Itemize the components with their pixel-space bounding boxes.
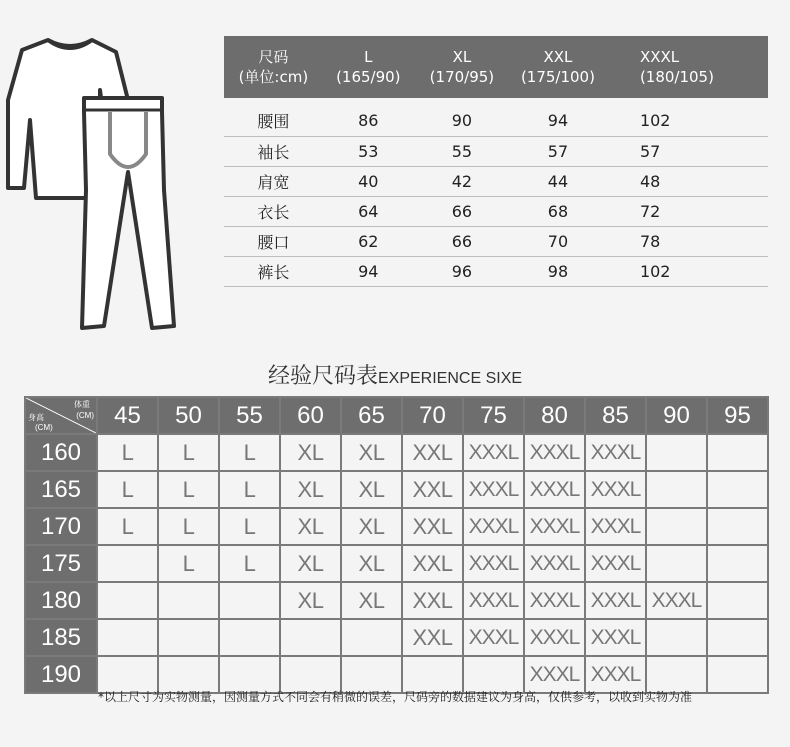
size-cell: L [98, 435, 157, 470]
size-cell [98, 657, 157, 692]
height-row [26, 620, 767, 655]
size-cell: L [98, 509, 157, 544]
weight-header: 75 [464, 398, 523, 433]
header-cell: 尺码 (单位:cm) [224, 36, 323, 98]
size-cell: L [98, 472, 157, 507]
header-cell: XL (170/95) [414, 36, 510, 98]
size-cell: XXXL [586, 472, 645, 507]
measurement-value: 55 [414, 137, 510, 167]
size-cell: L [220, 546, 279, 581]
size-cell: XL [281, 435, 340, 470]
size-cell: XXXL [586, 509, 645, 544]
size-cell [708, 509, 767, 544]
size-cell [647, 546, 706, 581]
size-cell: XXL [403, 620, 462, 655]
size-cell: XL [342, 472, 401, 507]
height-header: 175 [26, 546, 96, 581]
size-cell: XL [342, 546, 401, 581]
size-cell: XXXL [525, 583, 584, 618]
measurement-value: 44 [510, 167, 606, 197]
size-cell [159, 657, 218, 692]
footnote: *以上尺寸为实物测量，因测量方式不同会有稍微的误差，尺码旁的数据建议为身高，仅供参考，以收到实物为准 [97, 690, 692, 704]
size-cell: L [220, 435, 279, 470]
size-cell: XL [281, 546, 340, 581]
size-cell: XXL [403, 435, 462, 470]
measurement-value: 66 [414, 197, 510, 227]
size-cell: L [159, 472, 218, 507]
measurement-label: 肩宽 [224, 167, 323, 197]
size-cell: L [159, 546, 218, 581]
size-cell [708, 657, 767, 692]
measurement-label: 衣长 [224, 197, 323, 227]
size-cell [98, 583, 157, 618]
measurement-label: 袖长 [224, 137, 323, 167]
size-cell [342, 620, 401, 655]
header-cell: XXL (175/100) [510, 36, 606, 98]
height-row [26, 435, 767, 470]
size-cell [281, 657, 340, 692]
weight-header: 80 [525, 398, 584, 433]
size-cell [647, 657, 706, 692]
size-cell [708, 546, 767, 581]
measurement-value: 72 [606, 197, 768, 227]
size-cell: XXL [403, 546, 462, 581]
size-cell: XL [342, 583, 401, 618]
size-cell [159, 620, 218, 655]
measurement-value: 98 [510, 257, 606, 287]
weight-header: 65 [342, 398, 401, 433]
measurement-value: 90 [414, 98, 510, 137]
weight-header: 55 [220, 398, 279, 433]
size-cell: XL [342, 435, 401, 470]
size-cell: XXXL [586, 583, 645, 618]
size-cell: XXXL [525, 472, 584, 507]
size-cell: XXXL [464, 583, 523, 618]
size-cell: XXL [403, 472, 462, 507]
size-cell [647, 620, 706, 655]
size-cell: XXXL [647, 583, 706, 618]
size-header-row [224, 36, 768, 98]
size-cell: XL [281, 472, 340, 507]
size-cell: XXXL [464, 472, 523, 507]
measurement-value: 78 [606, 227, 768, 257]
size-cell: XXXL [586, 620, 645, 655]
measurement-value: 57 [510, 137, 606, 167]
measurement-value: 66 [414, 227, 510, 257]
size-cell: XL [342, 509, 401, 544]
size-cell [220, 583, 279, 618]
size-cell: XXXL [525, 657, 584, 692]
height-row [26, 472, 767, 507]
measurement-value: 40 [323, 167, 414, 197]
experience-table-title: 经验尺码表EXPERIENCE SIXE [267, 364, 523, 389]
size-cell: XXXL [525, 546, 584, 581]
size-cell: XXXL [525, 620, 584, 655]
size-cell [159, 583, 218, 618]
size-row [224, 98, 768, 137]
size-cell [464, 657, 523, 692]
weight-header: 85 [586, 398, 645, 433]
size-cell: L [220, 472, 279, 507]
size-row [224, 257, 768, 287]
size-cell: XXXL [586, 546, 645, 581]
size-cell [647, 509, 706, 544]
size-row [224, 197, 768, 227]
header-cell: L (165/90) [323, 36, 414, 98]
size-cell [403, 657, 462, 692]
height-header: 190 [26, 657, 96, 692]
measurement-value: 48 [606, 167, 768, 197]
size-cell [98, 620, 157, 655]
measurement-value: 53 [323, 137, 414, 167]
size-cell: L [159, 509, 218, 544]
size-cell [220, 657, 279, 692]
size-cell [708, 472, 767, 507]
height-header: 160 [26, 435, 96, 470]
size-cell: XXXL [525, 509, 584, 544]
measurement-value: 94 [323, 257, 414, 287]
corner-header-cell: 体重 (CM) 身高 (CM) [28, 400, 94, 432]
size-cell [647, 472, 706, 507]
size-cell [281, 620, 340, 655]
size-cell: XXXL [586, 657, 645, 692]
height-header: 180 [26, 583, 96, 618]
size-cell [708, 620, 767, 655]
size-cell [647, 435, 706, 470]
size-cell: XL [281, 583, 340, 618]
size-cell [708, 435, 767, 470]
height-header: 170 [26, 509, 96, 544]
measurement-value: 57 [606, 137, 768, 167]
long-pants-icon [82, 98, 174, 328]
height-row [26, 546, 767, 581]
weight-header: 60 [281, 398, 340, 433]
measurement-value: 96 [414, 257, 510, 287]
size-cell: L [220, 509, 279, 544]
size-cell [708, 583, 767, 618]
measurement-value: 64 [323, 197, 414, 227]
height-header: 165 [26, 472, 96, 507]
size-cell: XXXL [464, 546, 523, 581]
weight-header-row [26, 398, 767, 433]
size-row [224, 167, 768, 197]
measurement-label: 腰围 [224, 98, 323, 137]
measurement-value: 86 [323, 98, 414, 137]
size-cell: XXL [403, 509, 462, 544]
size-measurement-table [224, 36, 768, 287]
experience-size-grid [24, 396, 769, 694]
measurement-value: 68 [510, 197, 606, 227]
size-cell: XXXL [525, 435, 584, 470]
height-row [26, 657, 767, 692]
garment-illustration [0, 30, 210, 340]
measurement-value: 102 [606, 98, 768, 137]
size-cell [220, 620, 279, 655]
size-row [224, 227, 768, 257]
size-cell [98, 546, 157, 581]
height-header: 185 [26, 620, 96, 655]
size-cell: L [159, 435, 218, 470]
size-cell: XXXL [586, 435, 645, 470]
weight-header: 70 [403, 398, 462, 433]
size-cell: XXXL [464, 509, 523, 544]
size-cell: XXL [403, 583, 462, 618]
measurement-value: 102 [606, 257, 768, 287]
height-row [26, 509, 767, 544]
measurement-value: 42 [414, 167, 510, 197]
header-cell: XXXL (180/105) [606, 36, 768, 98]
measurement-label: 裤长 [224, 257, 323, 287]
measurement-value: 94 [510, 98, 606, 137]
size-cell: XXXL [464, 435, 523, 470]
measurement-value: 62 [323, 227, 414, 257]
size-cell [342, 657, 401, 692]
weight-header: 45 [98, 398, 157, 433]
height-row [26, 583, 767, 618]
size-row [224, 137, 768, 167]
measurement-value: 70 [510, 227, 606, 257]
size-cell: XXXL [464, 620, 523, 655]
size-cell: XL [281, 509, 340, 544]
weight-header: 50 [159, 398, 218, 433]
measurement-label: 腰口 [224, 227, 323, 257]
weight-header: 90 [647, 398, 706, 433]
weight-header: 95 [708, 398, 767, 433]
